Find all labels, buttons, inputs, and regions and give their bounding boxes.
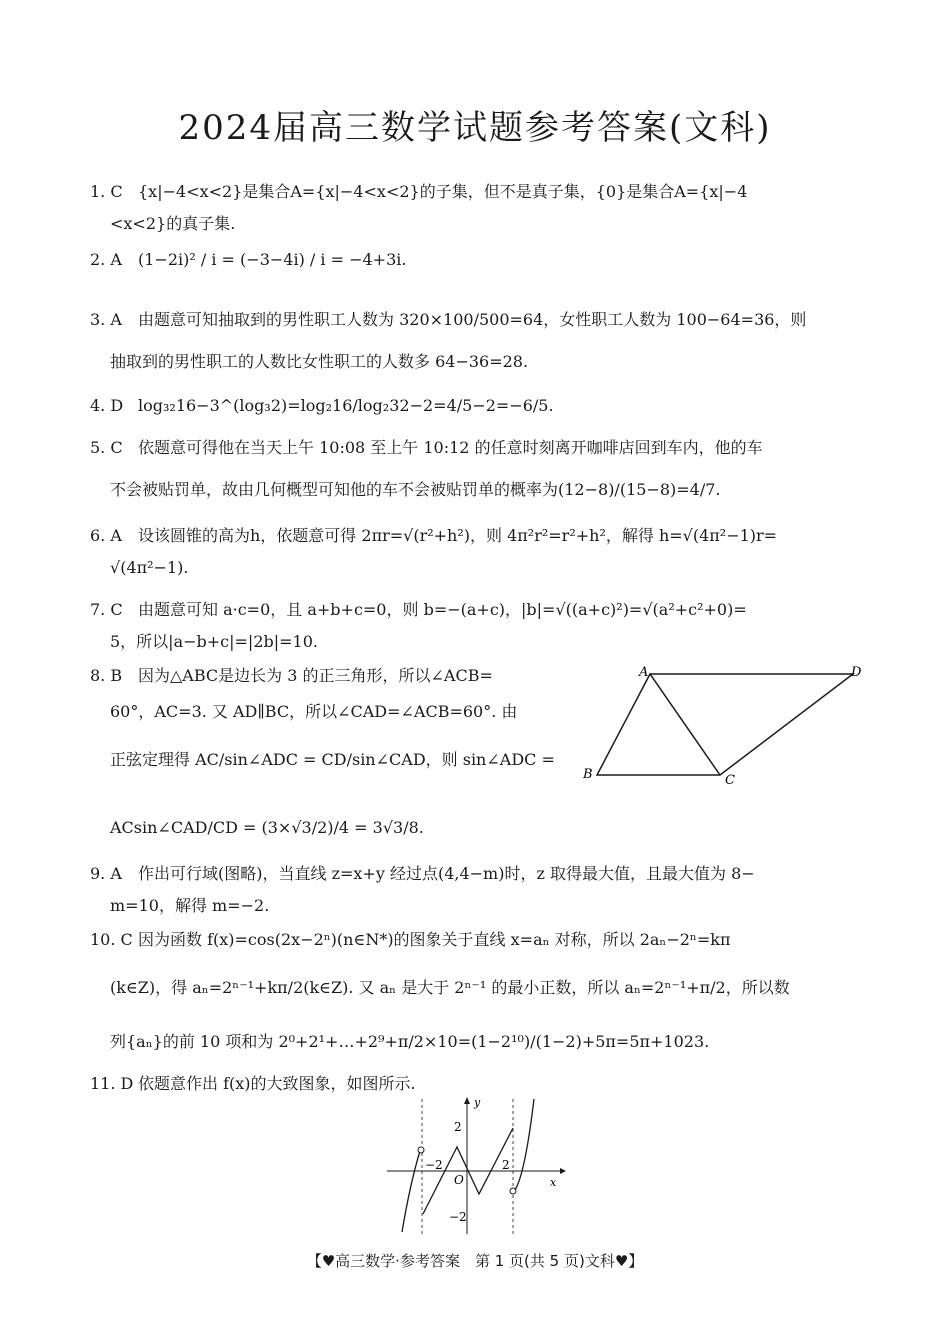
tick-x-2: 2 [502,1158,510,1172]
answer-10-line2: (k∈Z)，得 aₙ=2ⁿ⁻¹+kπ/2(k∈Z). 又 aₙ 是大于 2ⁿ⁻¹ 的最小正数，所以 aₙ=2ⁿ⁻¹+π/2，所以数 [110,978,790,997]
answer-11: 11. D 依题意作出 f(x)的大致图象，如图所示. [90,1074,416,1093]
origin-label: O [454,1173,464,1187]
answer-6-line2: √(4π²−1). [110,558,189,577]
answer-10-line1: 因为函数 f(x)=cos(2x−2ⁿ)(n∈N*)的图象关于直线 x=aₙ 对称，所以 2aₙ−2ⁿ=kπ [138,930,731,949]
answer-8-line3: 正弦定理得 AC/sin∠ADC = CD/sin∠CAD，则 sin∠ADC = [110,750,555,769]
answer-1-line1: {x|−4<x<2}是集合A={x|−4<x<2}的子集，但不是真子集，{0}是集合A={x|−4 [138,182,748,201]
answer-7: 7. C 由题意可知 a·c=0，且 a+b+c=0，则 b=−(a+c)，|b|=√((a+c)²)=√(a²+c²+0)= 5，所以|a−b+c|=|2b|=10. [90,594,870,658]
answer-1-line2: <x<2}的真子集. [110,214,236,233]
answer-6-line1: 设该圆锥的高为h，依题意可得 2πr=√(r²+h²)，则 4π²r²=r²+h²，解得 h=√(4π²−1)r= [138,526,778,545]
answer-4: 4. D log₃₂16−3^(log₃2)=log₂16/log₂32−2=4/5−2=−6/5. [90,396,554,415]
answer-8-line1: 因为△ABC是边长为 3 的正三角形，所以∠ACB= [138,666,493,685]
tick-y-minus2: −2 [449,1210,467,1224]
answer-8-line4: ACsin∠CAD/CD = (3×√3/2)/4 = 3√3/8. [110,818,424,837]
answer-10: 10. C 因为函数 f(x)=cos(2x−2ⁿ)(n∈N*)的图象关于直线 x=aₙ 对称，所以 2aₙ−2ⁿ=kπ (k∈Z)，得 aₙ=2ⁿ⁻¹+kπ/2(k∈Z). 又 aₙ 是大于 2ⁿ⁻¹ 的最小正数，所以 aₙ=2ⁿ⁻¹+π/2，所以数 列{aₙ}的前 10 项和为 2⁰+2¹+…+2⁹+π/2×10=(1−2¹⁰)/(1−2)+5π=5π+1023. [90,924,870,1058]
page-title: 2024届高三数学试题参考答案(文科) [178,108,772,148]
answer-9-line1: 作出可行域(图略)，当直线 z=x+y 经过点(4,4−m)时，z 取得最大值，且最大值为 8− [138,864,755,883]
answer-5-line2: 不会被贴罚单，故由几何概型可知他的车不会被贴罚单的概率为(12−8)/(15−8)=4/7. [110,480,721,499]
answer-7-line1: 由题意可知 a·c=0，且 a+b+c=0，则 b=−(a+c)，|b|=√((a+c)²)=√(a²+c²+0)= [138,600,747,619]
axis-x-label: x [550,1176,557,1189]
answer-2: 2. A (1−2i)² / i = (−3−4i) / i = −4+3i. [90,250,407,269]
answer-10-line3: 列{aₙ}的前 10 项和为 2⁰+2¹+…+2⁹+π/2×10=(1−2¹⁰)/(1−2)+5π=5π+1023. [110,1032,710,1051]
answer-6: 6. A 设该圆锥的高为h，依题意可得 2πr=√(r²+h²)，则 4π²r²=r²+h²，解得 h=√(4π²−1)r= √(4π²−1). [90,520,870,584]
answer-4-expr: log₃₂16−3^(log₃2)=log₂16/log₂32−2=4/5−2=−6/5. [138,396,554,415]
answer-2-expr: (1−2i)² / i = (−3−4i) / i = −4+3i. [138,250,407,269]
answer-3-line2: 抽取到的男性职工的人数比女性职工的人数多 64−36=28. [110,352,529,371]
function-graph [382,1094,572,1239]
answer-9-line2: m=10，解得 m=−2. [110,896,270,915]
tick-x-minus2: −2 [425,1158,443,1172]
answer-5-line1: 依题意可得他在当天上午 10:08 至上午 10:12 的任意时刻离开咖啡店回到车内，他的车 [138,438,763,457]
answer-8-line2: 60°，AC=3. 又 AD∥BC，所以∠CAD=∠ACB=60°. 由 [110,702,518,721]
answer-11-line1: 依题意作出 f(x)的大致图象，如图所示. [138,1074,416,1093]
answer-9: 9. A 作出可行域(图略)，当直线 z=x+y 经过点(4,4−m)时，z 取得最大值，且最大值为 8− m=10，解得 m=−2. [90,858,870,922]
label-C: C [725,773,735,788]
answer-5: 5. C 依题意可得他在当天上午 10:08 至上午 10:12 的任意时刻离开咖啡店回到车内，他的车 不会被贴罚单，故由几何概型可知他的车不会被贴罚单的概率为(12−8)/(15−8)=4/7. [90,432,870,506]
label-B: B [583,767,593,782]
axis-y-label: y [474,1096,481,1109]
answer-3-line1: 由题意可知抽取到的男性职工人数为 320×100/500=64，女性职工人数为 100−64=36，则 [138,310,807,329]
answer-3: 3. A 由题意可知抽取到的男性职工人数为 320×100/500=64，女性职工人数为 100−64=36，则 抽取到的男性职工的人数比女性职工的人数多 64−36=28. [90,304,870,378]
label-D: D [851,665,862,680]
tick-y-2: 2 [454,1120,462,1134]
label-A: A [639,665,649,680]
answer-7-line2: 5，所以|a−b+c|=|2b|=10. [110,632,318,651]
answer-1: 1. C {x|−4<x<2}是集合A={x|−4<x<2}的子集，但不是真子集，{0}是集合A={x|−4 <x<2}的真子集. [90,176,870,240]
answer-8: 8. B 因为△ABC是边长为 3 的正三角形，所以∠ACB= 60°，AC=3. 又 AD∥BC，所以∠CAD=∠ACB=60°. 由 正弦定理得 AC/sin∠ADC = CD/sin∠CAD，则 sin∠ADC = ACsin∠CAD/CD = (3×√3/2)/4 = 3√3/8. [90,660,590,844]
page-footer: 【♥高三数学·参考答案 第 1 页(共 5 页)文科♥】 [306,1252,644,1270]
triangle-figure [575,660,875,790]
